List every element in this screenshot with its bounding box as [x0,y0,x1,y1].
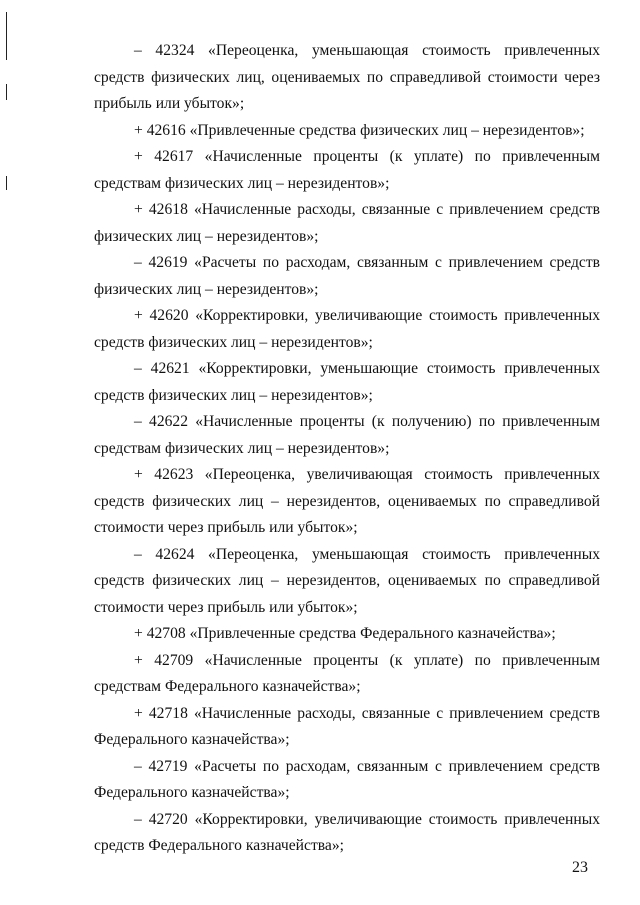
document-body [94,38,600,860]
account-entry-42623: + 42623 «Переоценка, увеличивающая стоимость привлеченных средств физических лиц – нерезидентов, оцениваемых по справедливой стоимости через прибыль или убыток»; [94,466,600,536]
account-entry-42324: – 42324 «Переоценка, уменьшающая стоимость привлеченных средств физических лиц, оцениваемых по справедливой стоимости через прибыль или убыток»; [94,42,600,112]
account-entry-42617: + 42617 «Начисленные проценты (к уплате) по привлеченным средствам физических лиц – нерезидентов»; [94,148,600,192]
account-entry-42720: – 42720 «Корректировки, увеличивающие стоимость привлеченных средств Федерального казначейства»; [94,810,600,854]
account-entry-42621: – 42621 «Корректировки, уменьшающие стоимость привлеченных средств физических лиц – нерезидентов»; [94,360,600,404]
account-entry-42718: + 42718 «Начисленные расходы, связанные с привлечением средств Федерального казначейства»; [94,704,600,748]
account-entry-42709: + 42709 «Начисленные проценты (к уплате) по привлеченным средствам Федерального казначейства»; [94,651,600,695]
scan-margin-mark [6,84,7,100]
account-entry-42618: + 42618 «Начисленные расходы, связанные с привлечением средств физических лиц – нерезидентов»; [94,201,600,245]
scan-margin-mark [6,12,7,60]
account-entry-42622: – 42622 «Начисленные проценты (к получению) по привлеченным средствам физических лиц – нерезидентов»; [94,413,600,457]
account-entry-42719: – 42719 «Расчеты по расходам, связанным с привлечением средств Федерального казначейства»; [94,757,600,801]
page-number: 23 [572,859,588,876]
account-entry-42619: – 42619 «Расчеты по расходам, связанным с привлечением средств физических лиц – нерезидентов»; [94,254,600,298]
account-entry-42624: – 42624 «Переоценка, уменьшающая стоимость привлеченных средств физических лиц – нерезидентов, оцениваемых по справедливой стоимости через прибыль или убыток»; [94,545,600,616]
account-entry-42708: + 42708 «Привлеченные средства Федерального казначейства»; [134,625,556,642]
scan-margin-mark [6,176,7,190]
account-entry-42620: + 42620 «Корректировки, увеличивающие стоимость привлеченных средств физических лиц – нерезидентов»; [94,307,600,351]
account-entry-42616: + 42616 «Привлеченные средства физических лиц – нерезидентов»; [134,121,585,139]
